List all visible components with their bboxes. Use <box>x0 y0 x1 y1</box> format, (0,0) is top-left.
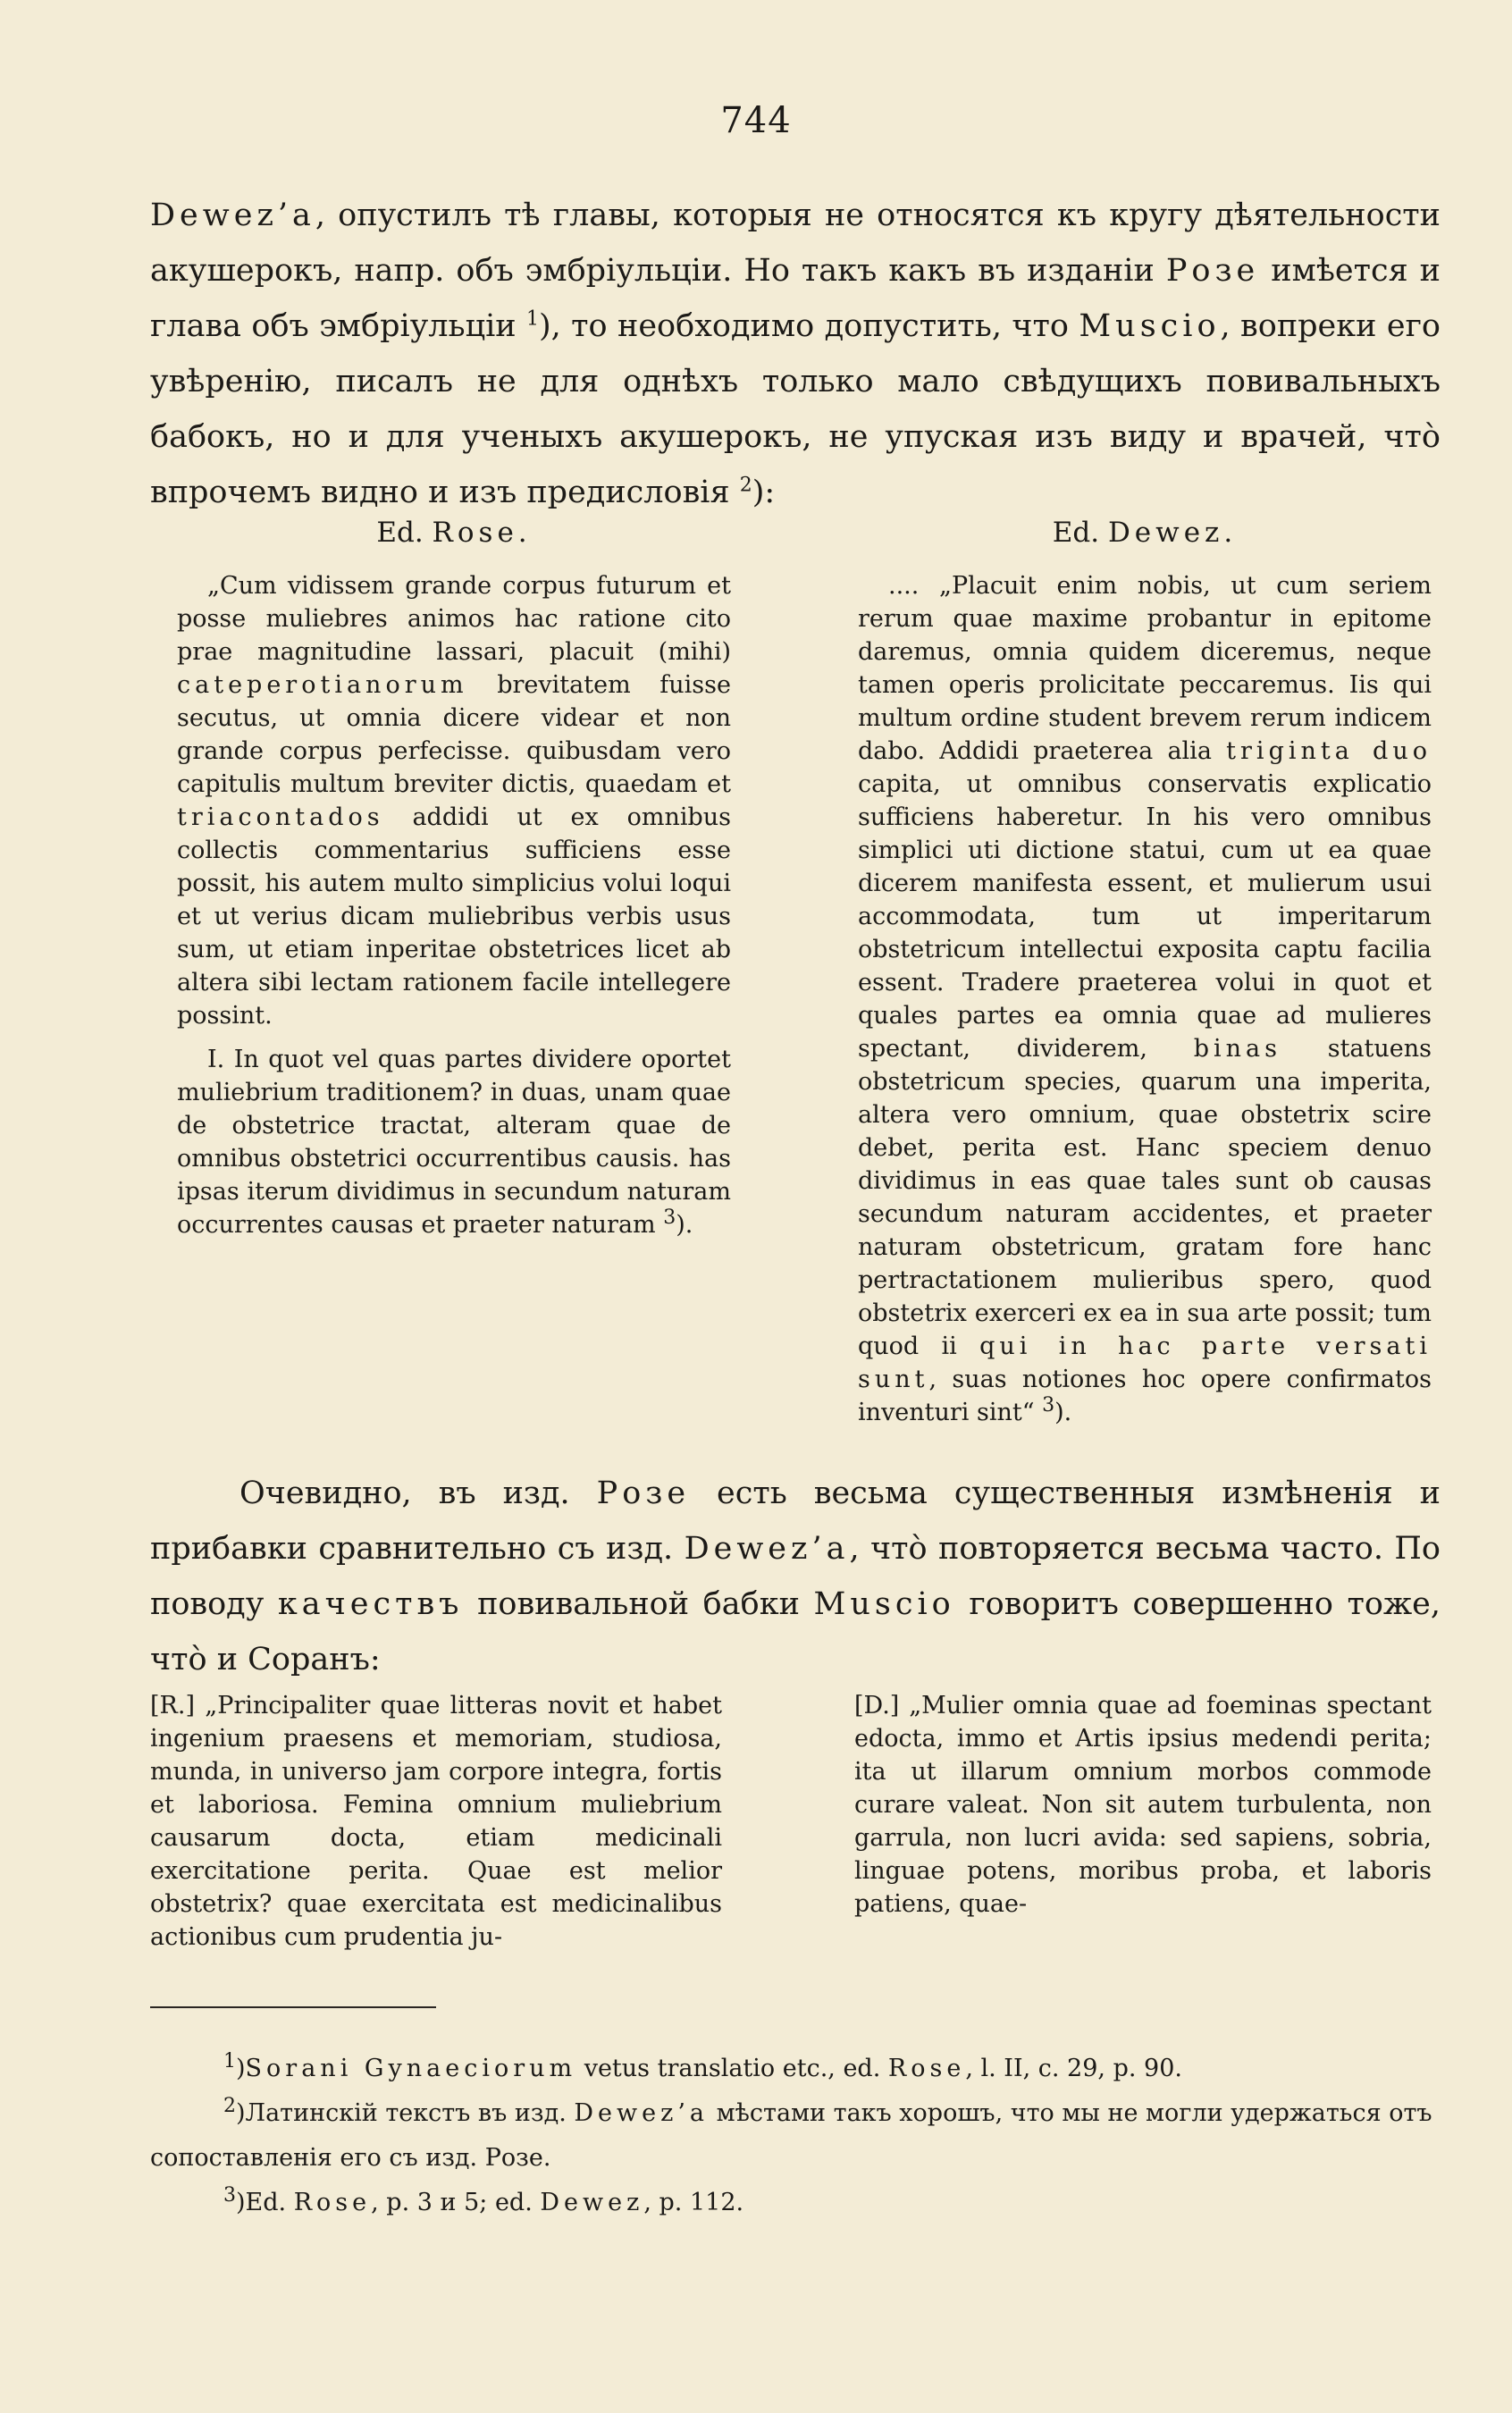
text-run: statuens obstetricum species, quarum una imperita, altera vero omnium, quae obstetrix scire debet, perita est. Hanc speciem denuo dividimus in eas quae tales sunt ob causas secundum naturam accidentes, et praeter naturam obstetricum, gratam fore hanc pertractationem mulieribus spero, quod obstetrix exerceri ex ea in sua arte possit; tum quod ii <box>858 1035 1432 1360</box>
text-run: I. In quot vel quas partes dividere oportet muliebrium traditionem? in duas, unam quae de obstetrice tractat, alteram quae de omnibus obstetrici occurrentibus causis. has ipsas iterum dividimus in secundum naturam occurrentes causas et praeter naturam <box>177 1046 731 1239</box>
spaced-name: Dewez <box>540 2189 644 2216</box>
heading-prefix: Ed. <box>1052 517 1108 549</box>
footnote-1: $^1$)Sorani Gynaeciorum vetus translatio etc., ed. Rose, l. II, c. 29, p. 90. <box>223 2050 1182 2082</box>
rose-edition-column <box>177 517 731 1252</box>
intro-paragraph <box>150 188 1441 520</box>
spaced-word: Sorani Gynaeciorum <box>245 2055 577 2082</box>
text-run: ): <box>752 475 776 510</box>
quote-text: [R.] „Principaliter quae litteras novit et habet ingenium praesens et memoriam, studiosa, munda, in universo jam corpore integra, fortis et laboriosa. Femina omnium muliebrium causarum docta, etiam medicinali exercitatione perita. Quae est melior obstetrix? quae exercitata est medicinalibus actionibus cum prudentia ju- <box>150 1692 722 1951</box>
text-run: , что̀ повторяется весьма часто. По поводу <box>150 1531 1441 1622</box>
footnote-3: $^3$)Ed. Rose, p. 3 и 5; ed. Dewez, p. 112. <box>223 2184 744 2216</box>
spaced-word: qui in hac parte versati sunt <box>858 1333 1432 1393</box>
dewez-quote <box>854 1689 1432 1931</box>
footnote-number: 2 <box>223 2095 236 2117</box>
spaced-name: Rose <box>293 2189 372 2216</box>
text-run: , l. II, c. 29, p. 90. <box>965 2055 1182 2082</box>
text-run: vetus translatio etc., ed. <box>576 2055 888 2082</box>
spaced-name: Розе <box>1165 253 1260 289</box>
text-run: , p. 3 и 5; ed. <box>371 2189 541 2216</box>
column-heading <box>177 517 731 550</box>
spaced-name: Dewez’a <box>574 2099 710 2127</box>
spaced-word: качествъ <box>277 1586 464 1622</box>
footnote-number: 3 <box>223 2184 236 2207</box>
rose-quote <box>150 1689 722 1964</box>
spaced-name: Rose <box>887 2055 966 2082</box>
text-run: brevitatem fuisse secutus, ut omnia dicere videar et non grande corpus perfecisse. quibusdam vero capitulis multum breviter dictis, quaedam et <box>177 671 731 798</box>
page-number: 744 <box>720 100 792 141</box>
footnote-divider <box>150 2006 436 2008</box>
footnote-2: $^2$)Латинскій текстъ въ изд. Dewez’a мѣстами такъ хорошъ, что мы не могли удержаться отъ сопоставленія его съ изд. Розе. <box>150 2095 1432 2172</box>
heading-name: Rose. <box>432 517 532 549</box>
heading-name: Dewez. <box>1107 517 1238 549</box>
text-run: говоритъ совершенно тоже, что̀ и Соранъ: <box>150 1586 1441 1677</box>
text-run: ), то необходимо допустить, что <box>539 308 1079 344</box>
text-run: addidi ut ex omnibus collectis commentarius sufficiens esse possit, his autem multo simplicius volui loqui et ut verius dicam muliebribus verbis usus sum, ut etiam inperitae obstetrices licet ab altera sibi lectam rationem facile intellegere possint. <box>177 803 731 1030</box>
footnote-number: 1 <box>223 2050 236 2072</box>
text-run: мѣстами такъ хорошъ, что мы не могли удержаться отъ сопоставленія его съ изд. Розе. <box>150 2099 1432 2172</box>
spaced-word: binas <box>1193 1035 1281 1063</box>
text-run: повивальной бабки <box>463 1586 814 1622</box>
spaced-name: Розе <box>596 1476 691 1511</box>
text-run: , suas notiones hoc opere confirmatos inventuri sint“ <box>858 1366 1432 1426</box>
text-run: ). <box>676 1211 693 1239</box>
spaced-word: triginta duo <box>1226 737 1432 765</box>
text-run: Латинскій текстъ въ изд. <box>245 2099 575 2127</box>
spaced-word: cateperotianorum <box>177 671 468 699</box>
text-run: , опустилъ тѣ главы, которыя не относятся къ кругу дѣятельности акушерокъ, напр. объ эмбріульціи. Но такъ какъ въ изданіи <box>150 198 1441 289</box>
latin-paragraph <box>858 569 1432 1429</box>
spaced-name: Muscio <box>813 1586 955 1622</box>
quote-text: [D.] „Mulier omnia quae ad foeminas spectant edocta, immo et Artis ipsius medendi perita; ita ut illarum omnium morbos commode curare valeat. Non sit autem turbulenta, non garrula, non lucri avida: sed sapiens, sobria, linguae potens, moribus proba, et laboris patiens, quae- <box>854 1692 1432 1918</box>
text-run: „Cum vidissem grande corpus futurum et posse muliebres animos hac ratione cito prae magnitudine lassari, placuit (mihi) <box>177 572 731 666</box>
spaced-name: Muscio <box>1079 308 1221 344</box>
footnote-ref[interactable]: 3 <box>1042 1394 1055 1417</box>
text-run: есть весьма существенныя измѣненія и прибавки сравнительно съ изд. <box>150 1476 1441 1567</box>
spaced-name: Dewez’a <box>150 198 315 233</box>
text-run: ). <box>1054 1399 1072 1426</box>
text-run: Очевидно, въ изд. <box>239 1476 597 1511</box>
footnote-ref[interactable]: 3 <box>663 1206 676 1229</box>
text-run: Ed. <box>245 2189 294 2216</box>
comparison-paragraph <box>150 1466 1441 1687</box>
column-heading <box>858 517 1432 550</box>
spaced-name: Dewez’a <box>684 1531 850 1567</box>
text-run: .... „Placuit enim nobis, ut cum seriem rerum quae maxime probantur in epitome daremus, omnia quidem diceremus, neque tamen operis prolicitate peccaremus. Iis qui multum ordine student brevem rerum indicem dabo. Addidi praeterea alia <box>858 572 1432 765</box>
dewez-edition-column <box>858 517 1432 1440</box>
footnotes <box>150 2047 1437 2225</box>
text-run: capita, ut omnibus conservatis explicatio sufficiens haberetur. In his vero omnibus simplici uti dictione statui, cum ut ea quae dicerem manifesta essent, et mulierum usui accommodata, tum ut imperitarum obstetricum intellectui exposita captu facilia essent. Tradere praeterea volui in quot et quales partes ea omnia quae ad mulieres spectant, dividerem, <box>858 770 1432 1063</box>
spaced-word: triacontados <box>177 803 384 831</box>
latin-paragraph <box>177 1043 731 1241</box>
text-run: , вопреки его увѣренію, писалъ не для однѣхъ только мало свѣдущихъ повивальныхъ бабокъ, но и для ученыхъ акушерокъ, не упуская изъ виду и врачей, что̀ впрочемъ видно и изъ предисловія <box>150 308 1441 510</box>
text-run: имѣется и глава объ эмбріульціи <box>150 253 1441 344</box>
text-run: , p. 112. <box>643 2189 744 2216</box>
heading-prefix: Ed. <box>376 517 433 549</box>
footnote-ref[interactable]: 2 <box>739 474 752 497</box>
latin-paragraph <box>177 569 731 1032</box>
footnote-ref[interactable]: 1 <box>526 307 540 331</box>
